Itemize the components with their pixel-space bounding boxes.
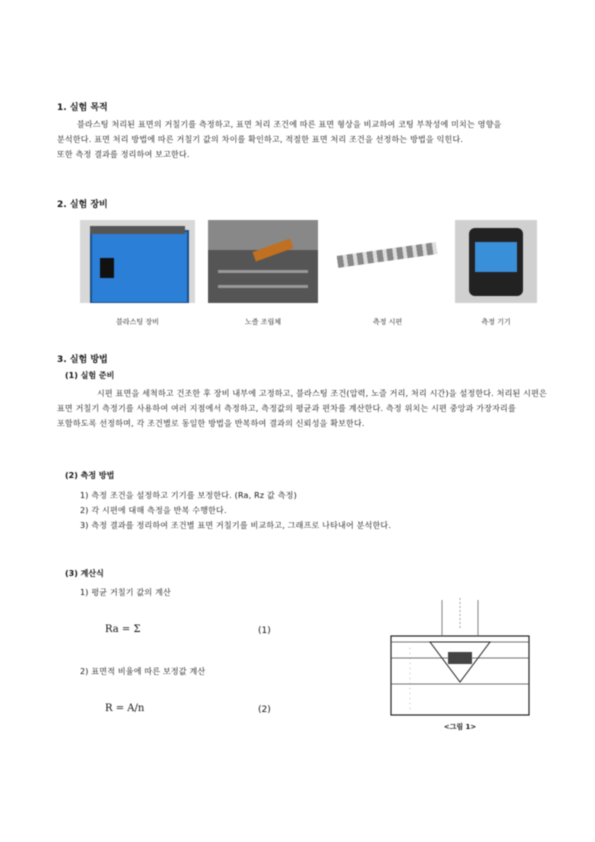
caption-blasting-machine: 블라스팅 장비 [116,318,159,326]
list-item: 3) 측정 결과를 정리하여 조건별 표면 거칠기를 비교하고, 그래프로 나타내어 분석한다. [80,521,392,530]
blasting-cross-section-diagram [390,598,530,716]
equation-2-number: (2) [258,705,271,715]
section-1-line: 분석한다. 표면 처리 방법에 따른 거칠기 값의 차이를 확인하고, 적절한 표면 처리 조건을 선정하는 방법을 익힌다. [57,135,464,144]
caption-measuring-device: 측정 기기 [481,318,511,326]
formula-item-2: 2) 표면적 비율에 따른 보정값 계산 [80,667,206,676]
formula-item-1: 1) 평균 거칠기 값의 계산 [80,588,171,597]
subsection-1-body [57,386,547,431]
section-1-body [57,117,547,162]
subsection-1-line: 포함하도록 선정하며, 각 조건별로 동일한 방법을 반복하여 결과의 신뢰성을 확보한다. [57,419,365,428]
figure-1-caption: <그림 1> [443,723,477,731]
specimen-photo [333,235,441,275]
subsection-3-title: (3) 계산식 [65,569,104,578]
list-item: 1) 측정 조건을 설정하고 기기를 보정한다. (Ra, Rz 값 측정) [80,491,297,500]
section-1-line: 블라스팅 처리된 표면의 거칠기를 측정하고, 표면 처리 조건에 따른 표면 형상을 비교하여 코팅 부착성에 미치는 영향을 [77,120,502,129]
section-1-line: 또한 측정 결과를 정리하여 보고한다. [57,150,190,159]
section-1-title: 1. 실험 목적 [57,103,108,113]
nozzle-assembly-photo [208,220,318,303]
subsection-2-list [80,488,545,533]
list-item: 2) 각 시편에 대해 측정을 반복 수행한다. [80,506,227,515]
equation-2: R = A/n [105,703,145,714]
section-2-title: 2. 실험 장비 [57,200,108,210]
subsection-1-line: 시편 표면을 세척하고 건조한 후 장비 내부에 고정하고, 블라스팅 조건(압력, 노즐 거리, 처리 시간)을 설정한다. 처리된 시편은 [97,389,547,398]
equation-1-number: (1) [258,626,271,636]
subsection-1-line: 표면 거칠기 측정기를 사용하여 여러 지점에서 측정하고, 측정값의 평균과 편차를 계산한다. 측정 위치는 시편 중앙과 가장자리를 [57,404,516,413]
subsection-1-title: (1) 실험 준비 [65,371,115,380]
subsection-2-title: (2) 측정 방법 [65,471,115,480]
diagram-figure-1 [390,598,530,716]
blasting-machine-photo [80,220,195,303]
caption-nozzle-assembly: 노즐 조립체 [244,318,282,326]
equation-1: Ra = Σ [105,624,141,635]
measuring-device-photo [455,220,537,303]
caption-specimen: 측정 시편 [372,318,403,326]
section-3-title: 3. 실험 방법 [57,355,108,365]
